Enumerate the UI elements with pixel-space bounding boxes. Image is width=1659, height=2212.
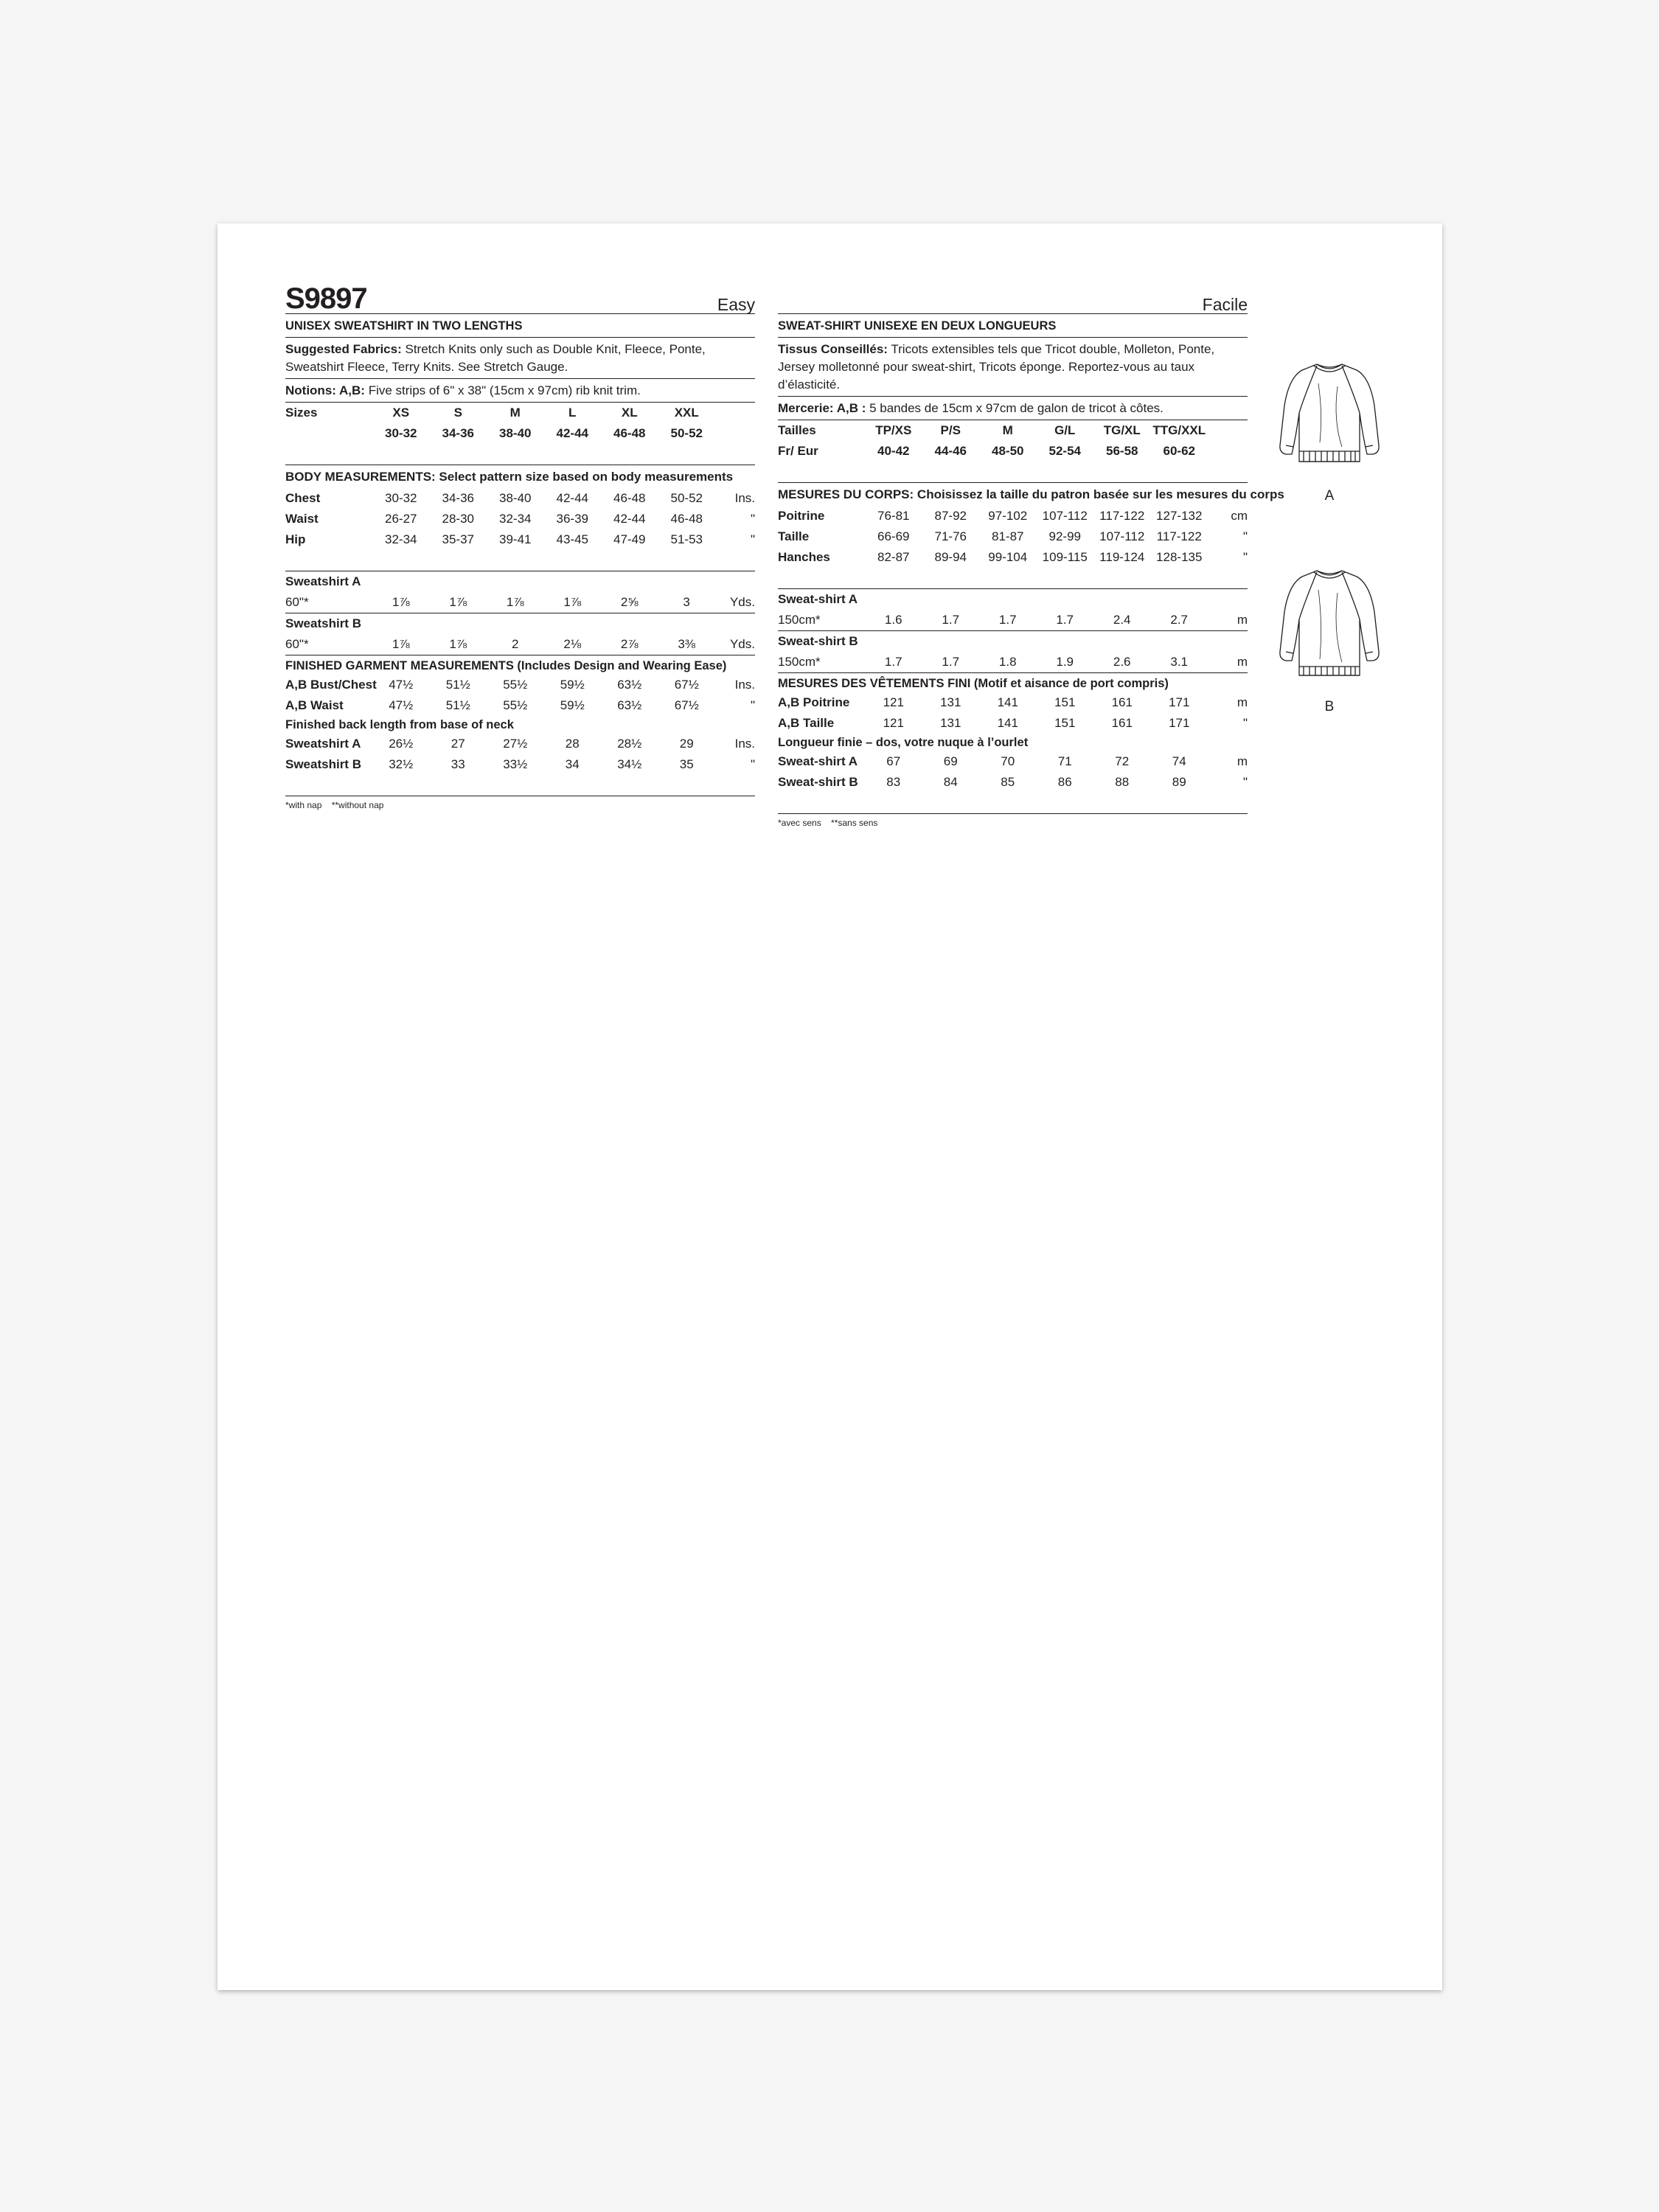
size-range: 44-46 [934, 444, 967, 458]
yardage-value: 2.4 [1113, 613, 1131, 627]
finished-value: 151 [1054, 695, 1076, 709]
back-length-value: 83 [886, 775, 901, 789]
yardage-unit: Yds. [729, 637, 755, 651]
back-length-value: 34½ [617, 757, 642, 771]
size-range: 52-54 [1048, 444, 1081, 458]
fabric-width: 150cm* [778, 655, 821, 669]
yardage-value: 1.8 [998, 655, 1017, 669]
back-length-value: 74 [1172, 754, 1186, 768]
measurement-value: 66-69 [877, 529, 910, 543]
en-fabrics [285, 338, 755, 378]
finished-unit: " [750, 698, 755, 712]
measurement-value: 107-112 [1042, 509, 1088, 523]
measurement-value: 46-48 [670, 512, 703, 526]
fabric-width: 60"* [285, 637, 309, 651]
fr-back-table [778, 751, 1248, 793]
back-length-value: 86 [1057, 775, 1072, 789]
fr-finished-heading: MESURES DES VÊTEMENTS FINI (Motif et aisance de port compris) [778, 677, 1169, 690]
measurement-value: 71-76 [934, 529, 967, 543]
fr-difficulty: Facile [1202, 295, 1248, 314]
finished-value: 55½ [503, 678, 528, 692]
view-a-letter: A [1324, 488, 1335, 504]
measurement-value: 117-122 [1156, 529, 1202, 543]
finished-value: 59½ [560, 678, 585, 692]
yardage-value: 1.7 [942, 613, 960, 627]
size-name: M [1002, 423, 1013, 437]
en-back-table [285, 734, 755, 775]
en-notions [285, 379, 755, 402]
table-row [285, 423, 755, 444]
fr-yardage-table [778, 589, 1248, 672]
size-name: TG/XL [1103, 423, 1141, 437]
yardage-unit: Yds. [729, 595, 755, 609]
measurement-label: Hanches [778, 550, 830, 564]
measurement-value: 82-87 [877, 550, 910, 564]
view-b [1274, 560, 1385, 715]
size-name: TTG/XXL [1152, 423, 1206, 437]
yardage-unit: m [1237, 655, 1248, 669]
back-length-value: 85 [1001, 775, 1015, 789]
finished-value: 63½ [617, 678, 642, 692]
size-range: 34-36 [442, 426, 474, 440]
yardage-value: 1⅞ [506, 595, 524, 609]
back-length-value: 70 [1001, 754, 1015, 768]
table-row [778, 631, 1248, 652]
measurement-value: 117-122 [1099, 509, 1145, 523]
finished-value: 63½ [617, 698, 642, 712]
measurement-label: Waist [285, 512, 319, 526]
unit-cell [715, 423, 755, 444]
finished-value: 131 [940, 716, 961, 730]
fr-fabrics-text: Tricots extensibles tels que Tricot double, Molleton, Ponte, Jersey molletonné pour sweat-shirt, Tricots éponge. Reportez-vous au taux d’élasticité. [778, 342, 1215, 392]
table-row [778, 652, 1248, 672]
finished-label: A,B Bust/Chest [285, 678, 377, 692]
size-name: XL [621, 406, 638, 420]
measurement-value: 92-99 [1048, 529, 1081, 543]
back-length-value: 69 [943, 754, 958, 768]
en-back-length-label: Finished back length from base of neck [285, 718, 514, 731]
finished-unit: m [1237, 695, 1248, 709]
en-title: UNISEX SWEATSHIRT IN TWO LENGTHS [285, 319, 523, 333]
fr-fabrics-label: Tissus Conseillés: [778, 342, 888, 356]
back-length-value: 29 [679, 737, 694, 751]
sweatshirt-b-sketch-icon [1274, 560, 1385, 690]
table-row [778, 713, 1248, 734]
measurement-value: 34-36 [442, 491, 474, 505]
measurement-unit: cm [1231, 509, 1248, 523]
yardage-value: 2 [511, 637, 519, 651]
yardage-value: 1⅞ [449, 637, 467, 651]
measurement-unit: " [1242, 550, 1248, 564]
finished-value: 51½ [445, 698, 470, 712]
measurement-value: 76-81 [877, 509, 910, 523]
measurement-value: 81-87 [992, 529, 1024, 543]
en-difficulty: Easy [717, 295, 755, 314]
measurement-unit: " [1242, 529, 1248, 543]
fr-sizes-table [778, 420, 1248, 462]
back-length-value: 84 [943, 775, 958, 789]
fabric-width: 60"* [285, 595, 309, 609]
table-row [778, 610, 1248, 631]
table-row [778, 589, 1248, 610]
finished-value: 67½ [674, 678, 699, 692]
view-a [1274, 354, 1385, 504]
measurement-value: 119-124 [1099, 550, 1145, 564]
yardage-value: 1⅞ [392, 595, 410, 609]
finished-unit: Ins. [734, 678, 755, 692]
size-header-blank [285, 423, 372, 444]
measurement-value: 97-102 [988, 509, 1028, 523]
yardage-value: 1.7 [884, 655, 902, 669]
back-length-label: Sweatshirt B [285, 757, 361, 771]
yardage-value: 1⅞ [449, 595, 467, 609]
finished-label: A,B Waist [285, 698, 344, 712]
en-body-heading [285, 465, 755, 488]
fr-body-text: Choisissez la taille du patron basée sur les mesures du corps [914, 487, 1284, 501]
table-row [778, 772, 1248, 793]
yardage-view-label: Sweatshirt A [285, 574, 361, 588]
back-length-value: 67 [886, 754, 901, 768]
back-length-value: 33 [451, 757, 465, 771]
unit-cell [1208, 420, 1248, 441]
back-length-value: 34 [565, 757, 580, 771]
fr-back-length-label: Longueur finie – dos, votre nuque à l’ourlet [778, 736, 1029, 749]
pattern-number: S9897 [285, 282, 367, 315]
finished-unit: " [1242, 716, 1248, 730]
back-length-unit: " [750, 757, 755, 771]
measurement-value: 32-34 [385, 532, 417, 546]
back-length-label: Sweat-shirt B [778, 775, 858, 789]
measurement-unit: Ins. [734, 491, 755, 505]
measurement-value: 127-132 [1156, 509, 1203, 523]
size-range: 38-40 [499, 426, 532, 440]
measurement-label: Taille [778, 529, 810, 543]
finished-value: 171 [1169, 695, 1190, 709]
en-notions-label: Notions: A,B: [285, 383, 365, 397]
finished-value: 141 [997, 716, 1018, 730]
size-header-label: Sizes [285, 406, 318, 420]
table-row [285, 488, 755, 509]
back-length-value: 28½ [617, 737, 642, 751]
measurement-value: 35-37 [442, 532, 474, 546]
finished-value: 121 [883, 716, 904, 730]
measurement-value: 128-135 [1156, 550, 1203, 564]
measurement-value: 109-115 [1042, 550, 1088, 564]
finished-value: 47½ [389, 678, 414, 692]
back-length-value: 33½ [503, 757, 528, 771]
en-notions-text: Five strips of 6" x 38" (15cm x 97cm) rib knit trim. [364, 383, 641, 397]
back-length-value: 32½ [389, 757, 414, 771]
yardage-value: 1⅞ [392, 637, 410, 651]
finished-value: 67½ [674, 698, 699, 712]
fr-body-table [778, 506, 1248, 568]
table-row [285, 529, 755, 550]
table-row [778, 751, 1248, 772]
back-length-label: Sweatshirt A [285, 737, 361, 751]
finished-value: 151 [1054, 716, 1076, 730]
unit-cell [1208, 441, 1248, 462]
measurement-label: Hip [285, 532, 306, 546]
size-name: TP/XS [875, 423, 912, 437]
back-length-value: 71 [1057, 754, 1072, 768]
measurement-value: 32-34 [499, 512, 532, 526]
measurement-unit: " [750, 512, 755, 526]
finished-value: 141 [997, 695, 1018, 709]
size-name: S [453, 406, 462, 420]
size-name: M [509, 406, 521, 420]
back-length-value: 26½ [389, 737, 414, 751]
measurement-value: 51-53 [670, 532, 703, 546]
fr-notions-text: 5 bandes de 15cm x 97cm de galon de tricot à côtes. [866, 401, 1164, 415]
measurement-unit: " [750, 532, 755, 546]
size-header-label: Tailles [778, 423, 816, 437]
back-length-unit: Ins. [734, 737, 755, 751]
sweatshirt-a-sketch-icon [1274, 354, 1385, 479]
table-row [285, 634, 755, 655]
measurement-value: 43-45 [556, 532, 588, 546]
size-range: 60-62 [1163, 444, 1195, 458]
en-title-row [285, 280, 755, 313]
en-footnote: *with nap **without nap [285, 800, 384, 810]
en-fabrics-text: Stretch Knits only such as Double Knit, Fleece, Ponte, Sweatshirt Fleece, Terry Knits. See Stretch Gauge. [285, 342, 706, 374]
table-row [285, 695, 755, 716]
table-row [778, 420, 1248, 441]
yardage-value: 1.7 [998, 613, 1017, 627]
measurement-value: 89-94 [934, 550, 967, 564]
yardage-value: 2⅛ [563, 637, 582, 651]
english-column [285, 280, 755, 811]
measurement-value: 39-41 [499, 532, 532, 546]
measurement-value: 28-30 [442, 512, 474, 526]
fr-fabrics [778, 338, 1248, 396]
size-name: XXL [674, 406, 699, 420]
finished-value: 131 [940, 695, 961, 709]
back-length-value: 27 [451, 737, 465, 751]
fr-body-label: MESURES DU CORPS: [778, 487, 914, 501]
view-b-letter: B [1324, 699, 1335, 714]
table-row [285, 754, 755, 775]
finished-value: 47½ [389, 698, 414, 712]
fr-notions [778, 397, 1248, 420]
fr-finished-table [778, 692, 1248, 734]
size-name: G/L [1054, 423, 1076, 437]
finished-label: A,B Poitrine [778, 695, 850, 709]
fr-title-row [778, 280, 1248, 313]
measurement-value: 42-44 [613, 512, 646, 526]
yardage-view-label: Sweat-shirt A [778, 592, 858, 606]
table-row [285, 675, 755, 695]
table-row [285, 403, 755, 423]
table-row [285, 734, 755, 754]
measurement-value: 46-48 [613, 491, 646, 505]
unit-cell [715, 403, 755, 423]
back-length-unit: " [1242, 775, 1248, 789]
french-column [778, 280, 1284, 829]
size-header-label-2: Fr/ Eur [778, 444, 818, 458]
table-row [285, 509, 755, 529]
yardage-value: 1.7 [1056, 613, 1074, 627]
en-finished-heading: FINISHED GARMENT MEASUREMENTS (Includes Design and Wearing Ease) [285, 659, 727, 672]
finished-value: 51½ [445, 678, 470, 692]
size-range: 30-32 [385, 426, 417, 440]
table-row [285, 592, 755, 613]
fr-footnote: *avec sens **sans sens [778, 818, 878, 828]
back-length-value: 28 [565, 737, 580, 751]
yardage-value: 3⅜ [678, 637, 695, 651]
measurement-value: 30-32 [385, 491, 417, 505]
yardage-value: 3.1 [1170, 655, 1189, 669]
back-length-value: 89 [1172, 775, 1186, 789]
measurement-value: 87-92 [934, 509, 967, 523]
yardage-value: 2⅞ [620, 637, 639, 651]
yardage-value: 2.7 [1170, 613, 1189, 627]
finished-value: 171 [1169, 716, 1190, 730]
table-row [285, 613, 755, 634]
finished-value: 55½ [503, 698, 528, 712]
fabric-width: 150cm* [778, 613, 821, 627]
en-fabrics-label: Suggested Fabrics: [285, 342, 402, 356]
measurement-value: 47-49 [613, 532, 646, 546]
finished-value: 161 [1111, 695, 1133, 709]
measurement-value: 26-27 [385, 512, 417, 526]
measurement-label: Poitrine [778, 509, 825, 523]
measurement-value: 99-104 [988, 550, 1028, 564]
en-body-label: BODY MEASUREMENTS: [285, 470, 436, 484]
measurement-label: Chest [285, 491, 321, 505]
size-name: L [568, 406, 577, 420]
table-row [778, 506, 1248, 526]
yardage-value: 3 [683, 595, 690, 609]
back-length-value: 27½ [503, 737, 528, 751]
size-range: 46-48 [613, 426, 646, 440]
en-sizes-table [285, 403, 755, 444]
yardage-value: 1.9 [1056, 655, 1074, 669]
table-row [778, 547, 1248, 568]
yardage-value: 1.7 [942, 655, 960, 669]
yardage-view-label: Sweatshirt B [285, 616, 361, 630]
en-body-table [285, 488, 755, 550]
finished-value: 161 [1111, 716, 1133, 730]
table-row [778, 692, 1248, 713]
size-name: P/S [940, 423, 961, 437]
yardage-value: 2⅝ [620, 595, 639, 609]
back-length-unit: m [1237, 754, 1248, 768]
finished-value: 121 [883, 695, 904, 709]
table-row [285, 571, 755, 592]
en-yardage-table [285, 571, 755, 655]
size-range: 56-58 [1106, 444, 1138, 458]
fr-body-heading [778, 483, 1284, 506]
yardage-view-label: Sweat-shirt B [778, 634, 858, 648]
fr-title: SWEAT-SHIRT UNISEXE EN DEUX LONGUEURS [778, 319, 1057, 333]
en-finished-table [285, 675, 755, 716]
size-range: 42-44 [556, 426, 588, 440]
measurement-value: 36-39 [556, 512, 588, 526]
size-name: XS [392, 406, 410, 420]
measurement-value: 38-40 [499, 491, 532, 505]
yardage-value: 1.6 [884, 613, 902, 627]
back-length-value: 35 [679, 757, 694, 771]
finished-value: 59½ [560, 698, 585, 712]
fr-notions-label: Mercerie: A,B : [778, 401, 866, 415]
size-range: 40-42 [877, 444, 910, 458]
table-row [778, 441, 1248, 462]
measurement-value: 42-44 [556, 491, 588, 505]
back-length-value: 88 [1115, 775, 1130, 789]
measurement-value: 107-112 [1099, 529, 1145, 543]
yardage-value: 1⅞ [563, 595, 582, 609]
back-length-value: 72 [1115, 754, 1130, 768]
yardage-unit: m [1237, 613, 1248, 627]
en-body-text: Select pattern size based on body measurements [435, 470, 734, 484]
finished-label: A,B Taille [778, 716, 835, 730]
measurement-value: 50-52 [670, 491, 703, 505]
size-range: 48-50 [992, 444, 1024, 458]
back-length-label: Sweat-shirt A [778, 754, 858, 768]
yardage-value: 2.6 [1113, 655, 1131, 669]
size-range: 50-52 [670, 426, 703, 440]
table-row [778, 526, 1248, 547]
